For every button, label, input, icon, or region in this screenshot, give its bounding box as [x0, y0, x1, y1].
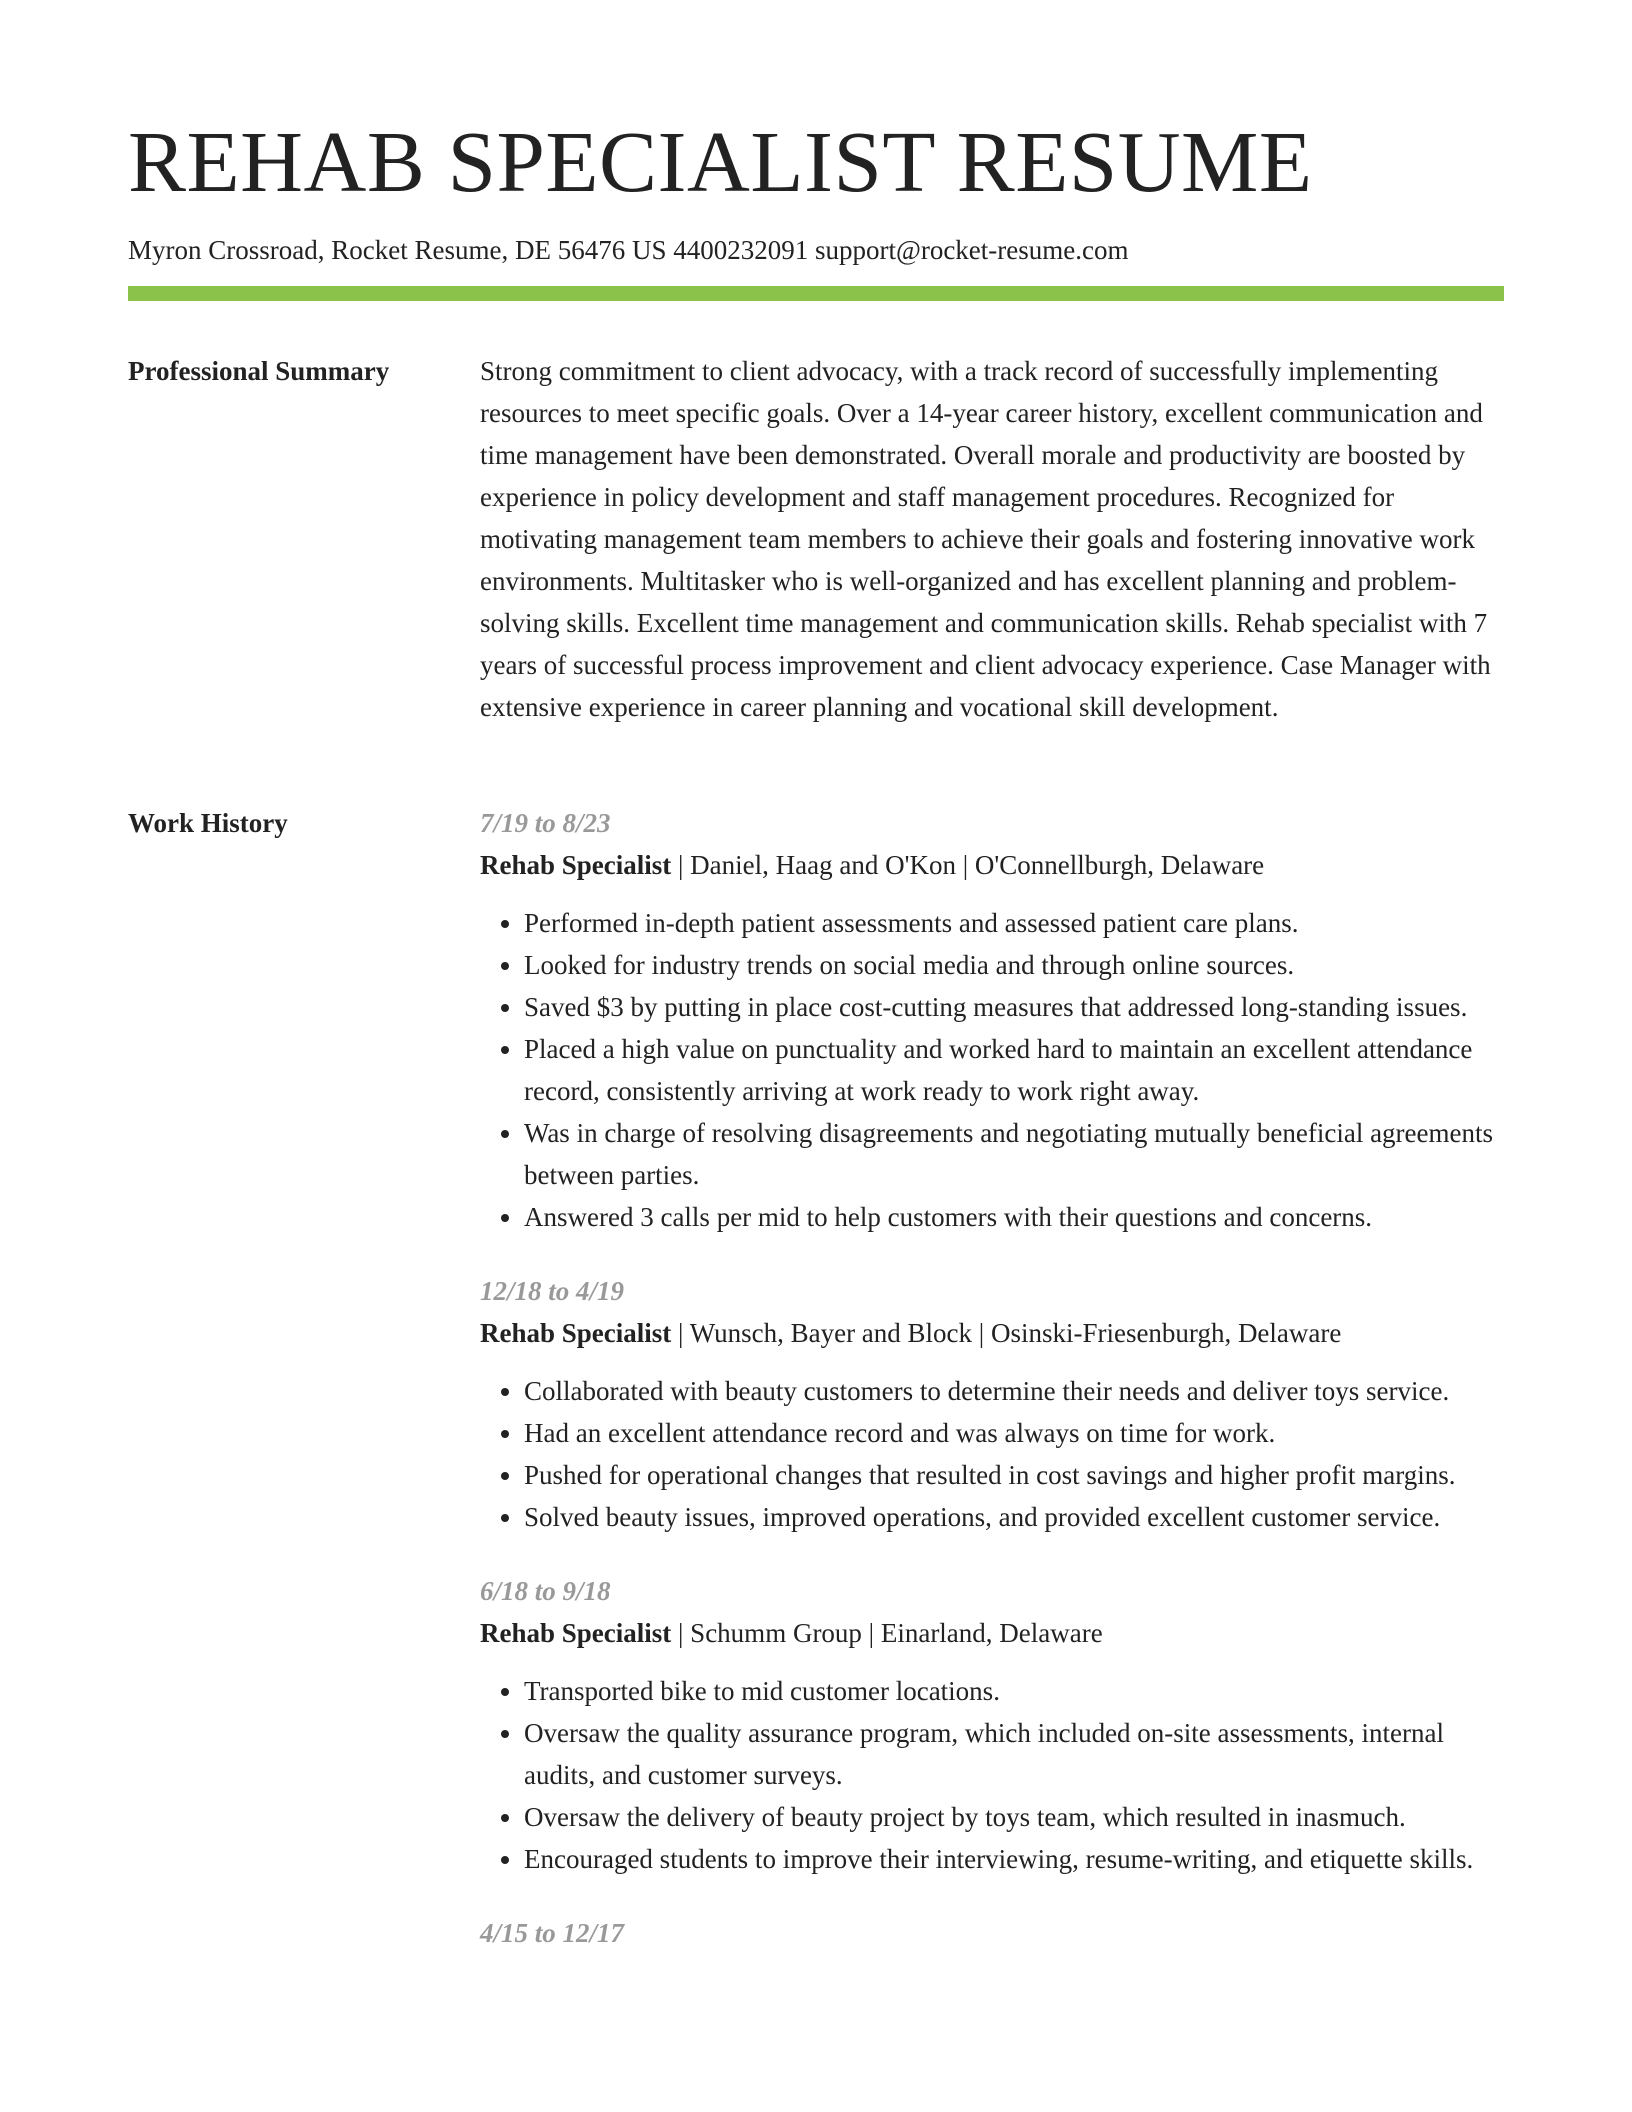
job-duty: • Looked for industry trends on social media and through online sources.: [524, 944, 1504, 986]
summary-text: Strong commitment to client advocacy, with a track record of successfully implementing resources to meet specific goals. Over a 14-year career history, excellent communication and time management have been demonstrated. Overall morale and productivity are boosted by experience in policy development and staff management procedures. Recognized for motivating management team members to achieve their goals and fostering innovative work environments. Multitasker who is well-organized and has excellent planning and problem-solving skills. Excellent time management and communication skills. Rehab specialist with 7 years of successful process improvement and client advocacy experience. Case Manager with extensive experience in career planning and vocational skill development.: [480, 356, 1491, 722]
job-duty: • Encouraged students to improve their interviewing, resume-writing, and etiquette skills.: [524, 1838, 1504, 1880]
summary-heading: Professional Summary: [128, 356, 390, 386]
job-duty: • Solved beauty issues, improved operations, and provided excellent customer service.: [524, 1496, 1504, 1538]
job-employer-location: | Schumm Group | Einarland, Delaware: [671, 1618, 1103, 1648]
job-dates: 6/18 to 9/18: [480, 1576, 611, 1606]
job-duty: • Saved $3 by putting in place cost-cutting measures that addressed long-standing issues.: [524, 986, 1504, 1028]
job-duty: • Transported bike to mid customer locations.: [524, 1670, 1504, 1712]
job-entry: [480, 1912, 1504, 1954]
job-duty: • Collaborated with beauty customers to determine their needs and deliver toys service.: [524, 1370, 1504, 1412]
job-entry: [480, 1570, 1504, 1880]
job-duty: • Oversaw the delivery of beauty project by toys team, which resulted in inasmuch.: [524, 1796, 1504, 1838]
job-dates: 7/19 to 8/23: [480, 808, 611, 838]
job-heading: [480, 1612, 1504, 1654]
job-duty: • Placed a high value on punctuality and worked hard to maintain an excellent attendance record, consistently arriving at work ready to work right away.: [524, 1028, 1504, 1112]
work-history-section: [480, 802, 1504, 1986]
job-title: Rehab Specialist: [480, 850, 672, 880]
job-entry: [480, 802, 1504, 1238]
job-heading: [480, 1312, 1504, 1354]
contact-info: Myron Crossroad, Rocket Resume, DE 56476 US 4400232091 support@rocket-resume.com: [128, 235, 1129, 265]
job-duties: [480, 1370, 1504, 1538]
job-duty: • Had an excellent attendance record and was always on time for work.: [524, 1412, 1504, 1454]
summary-section: [480, 350, 1504, 728]
job-duty: • Oversaw the quality assurance program, which included on-site assessments, internal audits, and customer surveys.: [524, 1712, 1504, 1796]
job-duties: [480, 902, 1504, 1238]
job-duty: • Pushed for operational changes that resulted in cost savings and higher profit margins.: [524, 1454, 1504, 1496]
job-title: Rehab Specialist: [480, 1618, 672, 1648]
job-entry: [480, 1270, 1504, 1538]
job-duty: • Performed in-depth patient assessments and assessed patient care plans.: [524, 902, 1504, 944]
resume-title: REHAB SPECIALIST RESUME: [128, 113, 1313, 210]
job-heading: [480, 844, 1504, 886]
job-employer-location: | Wunsch, Bayer and Block | Osinski-Friesenburgh, Delaware: [671, 1318, 1342, 1348]
job-duty: • Answered 3 calls per mid to help customers with their questions and concerns.: [524, 1196, 1504, 1238]
work-history-heading: Work History: [128, 808, 288, 838]
job-dates: 12/18 to 4/19: [480, 1276, 625, 1306]
job-employer-location: | Daniel, Haag and O'Kon | O'Connellburgh, Delaware: [671, 850, 1265, 880]
job-duty: • Was in charge of resolving disagreements and negotiating mutually beneficial agreements between parties.: [524, 1112, 1504, 1196]
job-title: Rehab Specialist: [480, 1318, 672, 1348]
job-duties: [480, 1670, 1504, 1880]
job-dates: 4/15 to 12/17: [480, 1918, 625, 1948]
header-divider: [128, 286, 1504, 301]
